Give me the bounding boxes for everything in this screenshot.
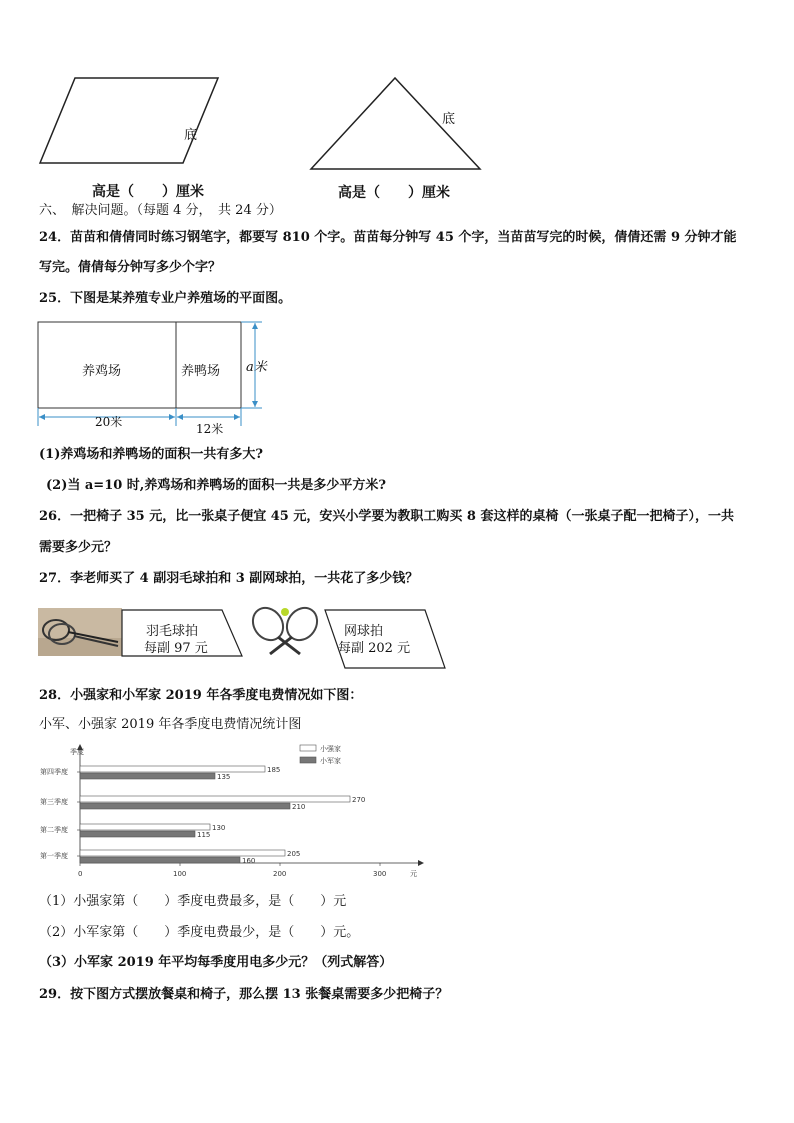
q25-sub2: (2)当 a=10 时,养鸡场和养鸭场的面积一共是多少平方米? <box>46 478 386 493</box>
q28-sub1: （1）小强家第（ ）季度电费最多，是（ ）元 <box>39 894 347 909</box>
category-label-4: 第一季度 <box>40 852 68 860</box>
x-tick-label-200: 200 <box>273 870 287 878</box>
triangle-height-label: 高是（ ）厘米 <box>338 185 450 201</box>
value-label-xiaojun-1: 135 <box>217 773 231 781</box>
legend-swatch-xiaojun <box>300 757 316 763</box>
y-axis-label: 季度 <box>70 748 84 756</box>
triangle-figure <box>305 72 490 177</box>
value-label-xiaoqiang-3: 130 <box>212 824 226 832</box>
farm-plan <box>30 314 280 444</box>
bar-xiaojun-2 <box>80 803 290 809</box>
legend-label-xiaoqiang: 小强家 <box>320 745 341 753</box>
width-12-label: 12米 <box>196 422 224 436</box>
q28-title: 28．小强家和小军家 2019 年各季度电费情况如下图： <box>39 688 363 703</box>
legend-label-xiaojun: 小军家 <box>320 757 341 765</box>
bar-xiaoqiang-1 <box>80 766 265 772</box>
q25-sub1: (1)养鸡场和养鸭场的面积一共有多大? <box>39 447 263 462</box>
value-label-xiaojun-2: 210 <box>292 803 306 811</box>
badminton-name: 羽毛球拍 <box>146 624 199 639</box>
q26-line1: 26．一把椅子 35 元，比一张桌子便宜 45 元，安兴小学要为教职工购买 8 套这样的桌椅（一张桌子配一把椅子），一共 <box>39 509 734 524</box>
x-axis-label: 元 <box>410 870 417 878</box>
width-20-label: 20米 <box>95 415 123 429</box>
value-label-xiaoqiang-2: 270 <box>352 796 366 804</box>
category-label-1: 第四季度 <box>40 768 68 776</box>
triangle-base-label: 底 <box>442 112 456 127</box>
x-tick-label-100: 100 <box>173 870 187 878</box>
q29-title: 29．按下图方式摆放餐桌和椅子，那么摆 13 张餐桌需要多少把椅子？ <box>39 987 449 1002</box>
x-axis-arrow <box>418 860 424 866</box>
bar-xiaoqiang-4 <box>80 850 285 856</box>
legend-swatch-xiaoqiang <box>300 745 316 751</box>
x-tick-label-0: 0 <box>78 870 83 878</box>
parallelogram-figure <box>30 72 230 172</box>
duck-farm-label: 养鸭场 <box>181 364 221 379</box>
bar-xiaojun-4 <box>80 857 240 863</box>
chart-title: 小军、小强家 2019 年各季度电费情况统计图 <box>39 717 302 732</box>
category-label-3: 第二季度 <box>40 826 68 834</box>
electricity-bar-chart <box>38 740 428 880</box>
value-label-xiaoqiang-1: 185 <box>267 766 281 774</box>
category-label-2: 第三季度 <box>40 798 68 806</box>
q27-title: 27．李老师买了 4 副羽毛球拍和 3 副网球拍，一共花了多少钱？ <box>39 571 419 586</box>
bar-xiaojun-3 <box>80 831 195 837</box>
q26-line2: 需要多少元？ <box>39 540 118 555</box>
tennis-racket-image <box>246 604 324 656</box>
tennis-price: 每副 202 元 <box>338 641 411 656</box>
q28-sub3: （3）小军家 2019 年平均每季度用电多少元？（列式解答） <box>39 955 393 970</box>
q24-line1: 24．苗苗和倩倩同时练习钢笔字，都要写 810 个字。苗苗每分钟写 45 个字，当苗苗写完的时候，倩倩还需 9 分钟才能 <box>39 230 737 245</box>
section-title: 六、 解决问题。（每题 4 分， 共 24 分） <box>39 203 282 218</box>
tennis-name: 网球拍 <box>344 624 384 639</box>
parallelogram-base-label: 底 <box>184 128 198 143</box>
bar-xiaoqiang-3 <box>80 824 210 830</box>
q28-sub2: （2）小军家第（ ）季度电费最少，是（ ）元。 <box>39 925 360 940</box>
parallelogram-height-label: 高是（ ）厘米 <box>92 184 204 200</box>
badminton-price: 每副 97 元 <box>144 641 208 656</box>
q25-title: 25．下图是某养殖专业户养殖场的平面图。 <box>39 291 292 306</box>
badminton-racket-image <box>38 608 122 656</box>
q24-line2: 写完。倩倩每分钟写多少个字？ <box>39 260 222 275</box>
x-tick-label-300: 300 <box>373 870 387 878</box>
bar-xiaoqiang-2 <box>80 796 350 802</box>
side-length-label: a米 <box>246 360 267 375</box>
bar-xiaojun-1 <box>80 773 215 779</box>
value-label-xiaojun-4: 160 <box>242 857 256 865</box>
chicken-farm-label: 养鸡场 <box>82 364 122 379</box>
value-label-xiaojun-3: 115 <box>197 831 211 839</box>
value-label-xiaoqiang-4: 205 <box>287 850 301 858</box>
